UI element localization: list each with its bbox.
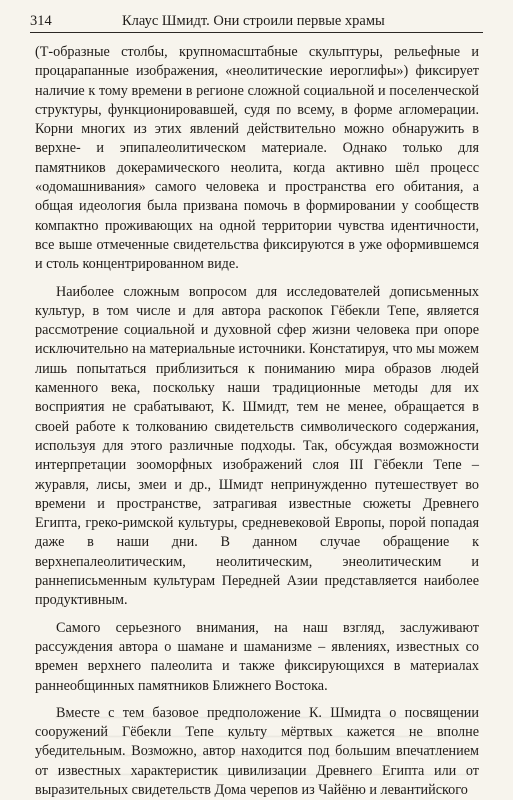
- paragraph-2: Наиболее сложным вопросом для исследователей дописьменных культур, в том числе и для автора раскопок Гёбекли Тепе, является рассмотрение социальной и духовной сфер жизни человека при опоре исключительно на материальные источники. Констатируя, что мы можем лишь попытаться приблизиться к пониманию мира образов людей каменного века, поскольку наши традиционные методы для их восприятия не срабатывают, К. Шмидт, тем не менее, обращается в своей работе к толкованию свидетельств символического содержания, используя для этого различные подходы. Так, обсуждая возможности интерпретации зооморфных изображений слоя III Гёбекли Тепе – журавля, лисы, змеи и др., Шмидт непринужденно путешествует во времени и пространстве, затрагивая известные сюжеты Древнего Египта, греко-римской культуры, средневековой Европы, порой попадая даже в наши дни. В данном случае обращение к верхнепалеолитическим, неолитическим, энеолитическим и раннеписьменным культурам Передней Азии представляется наиболее продуктивным.: [35, 283, 479, 609]
- running-title: Клаус Шмидт. Они строили первые храмы: [122, 13, 385, 29]
- paragraph-4: Вместе с тем базовое предположение К. Шмидта о посвящении сооружений Гёбекли Тепе культу мёртвых кажется не вполне убедительным. Возможно, автор находится под большим впечатлением от известных характеристик цивилизации Древнего Египта или от выразительных свидетельств Дома черепов из Чайёню и левантийского: [35, 704, 479, 798]
- page-number: 314: [30, 13, 52, 29]
- page-header: [30, 10, 483, 33]
- main-text: [35, 43, 479, 800]
- paragraph-1: (Т-образные столбы, крупномасштабные скульптуры, рельефные и процарапанные изображения, «неолитические иероглифы») фиксирует наличие к тому времени в регионе сложной социальной и поселенческой структуры, функционировавшей, судя по всему, в форме агломерации. Корни многих из этих явлений действительно можно обнаружить в верхне- и эпипалеолитическом материале. Однако только для памятников докерамического неолита, когда активно шёл процесс «одомашнивания» самого человека и пространства его обитания, а общая идеология была призвана помочь в формировании у сообществ компактно проживающих на одной территории чувства идентичности, все выше отмеченные свидетельства фиксируются в уже оформившемся и столь концентрированном виде.: [35, 44, 479, 273]
- show-through-texture: [55, 717, 475, 779]
- paragraph-3: Самого серьезного внимания, на наш взгляд, заслуживают рассуждения автора о шамане и шаманизме – явлениях, известных со времен верхнего палеолита и также фиксирующихся в материалах раннеобщинных памятников Ближнего Востока.: [35, 619, 479, 694]
